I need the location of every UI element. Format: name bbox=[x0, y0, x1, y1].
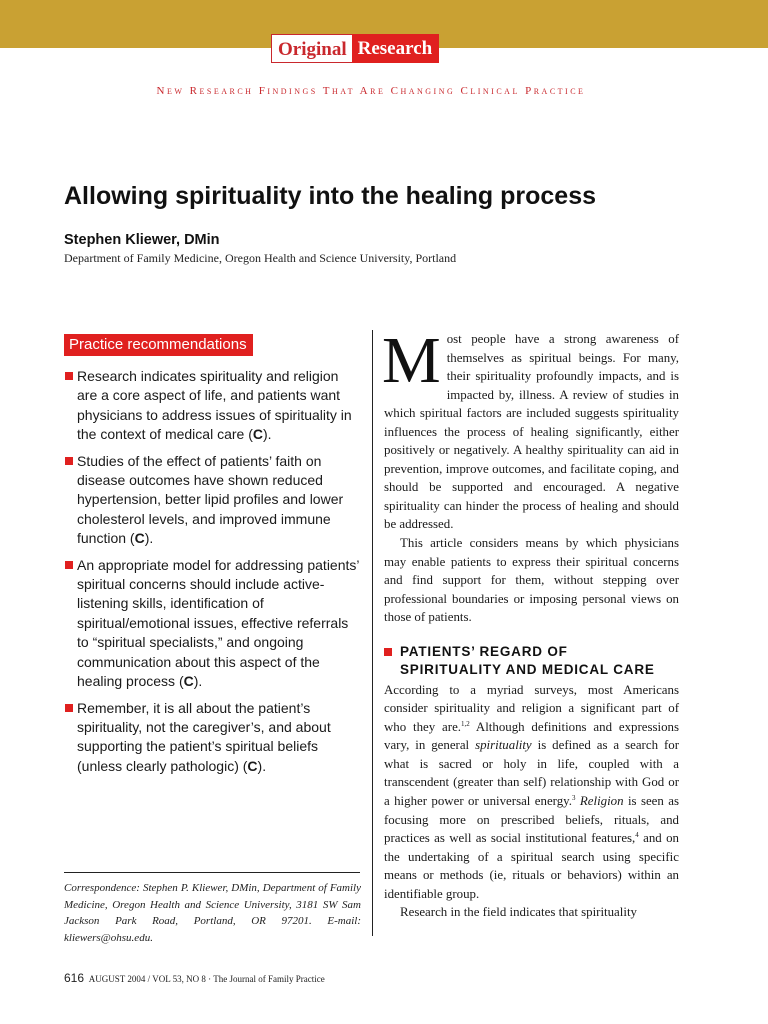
recommendation-item bbox=[64, 699, 360, 777]
body-paragraph bbox=[382, 324, 679, 534]
section-heading-line: SPIRITUALITY AND MEDICAL CARE bbox=[400, 661, 655, 677]
section-heading bbox=[384, 643, 679, 679]
evidence-grade: C bbox=[252, 426, 263, 443]
recommendation-text: An appropriate model for addressing patients’ spiritual concerns should include active-listening skills, identification of spiritual/emotional issues, effective referrals to “spiritual specialists,” and ongoing communication about this aspect of the healing process ( bbox=[77, 556, 359, 690]
evidence-grade: C bbox=[183, 673, 194, 690]
paragraph-text: and on the undertaking of a spiritual search using specific means or methods (ie, rituals or behaviors) within an identifiable group. bbox=[384, 831, 679, 901]
recommendation-item bbox=[64, 556, 360, 692]
issue-info: AUGUST 2004 / VOL 53, NO 8 bbox=[88, 974, 206, 984]
paragraph-text: is seen as focusing more on prescribed beliefs, rituals, and practices as well as social institutional features, bbox=[384, 794, 679, 846]
page-footer bbox=[64, 971, 325, 985]
bullet-square-icon bbox=[65, 561, 73, 569]
recommendation-item bbox=[64, 452, 360, 549]
bullet-square-icon bbox=[65, 457, 73, 465]
section-tag-research: Research bbox=[352, 34, 440, 63]
article-title: Allowing spirituality into the healing process bbox=[64, 182, 597, 210]
bullet-square-icon bbox=[384, 648, 392, 656]
article-author: Stephen Kliewer, DMin bbox=[64, 232, 220, 248]
recommendation-close: ). bbox=[144, 530, 154, 547]
page-number: 616 bbox=[64, 971, 85, 985]
reference-superscript: 1,2 bbox=[461, 719, 470, 728]
bullet-square-icon bbox=[65, 704, 73, 712]
section-tag bbox=[271, 34, 439, 63]
journal-name: The Journal of Family Practice bbox=[213, 974, 325, 984]
section-tag-original: Original bbox=[271, 34, 352, 63]
article-body bbox=[382, 324, 679, 922]
recommendation-text: Studies of the effect of patients’ faith on disease outcomes have shown reduced hypertension, better lipid profiles and lower cholesterol levels, and improved immune function ( bbox=[77, 452, 344, 547]
section-kicker: New Research Findings That Are Changing Clinical Practice bbox=[156, 85, 586, 97]
evidence-grade: C bbox=[247, 757, 258, 774]
recommendation-close: ). bbox=[193, 673, 203, 690]
column-divider bbox=[372, 330, 373, 936]
footer-separator: · bbox=[208, 974, 212, 984]
practice-recommendations-box bbox=[64, 334, 360, 783]
section-heading-line: PATIENTS’ REGARD OF bbox=[400, 643, 568, 659]
body-paragraph: This article considers means by which physicians may enable patients to express their spiritual concerns and find support for them, without stepping over professional boundaries or imposing personal views on those of patients. bbox=[384, 536, 679, 625]
recommendation-close: ). bbox=[263, 426, 272, 443]
reference-superscript: 4 bbox=[635, 831, 639, 840]
paragraph-text: is defined as a search for what is sacred or holy in life, coupled with a transcendent (greater than self) relationship with God or a higher power or universal energy. bbox=[384, 738, 679, 809]
evidence-grade: C bbox=[134, 530, 145, 547]
paragraph-text: ost people have a strong awareness of themselves as spiritual beings. For many, their spirituality profoundly impacts, and is impacted by, illness. A review of studies in which spiritual factors are included suggests spirituality influences the process of healing significantly, either positively or negatively. A healthy spirituality can aid in prevention, improve outcomes, and facilitate coping, and should be supported and encouraged. A negative spirituality can hinder the process of healing and should be addressed. bbox=[384, 332, 679, 532]
reference-superscript: 3 bbox=[572, 794, 576, 803]
author-affiliation: Department of Family Medicine, Oregon Health and Science University, Portland bbox=[64, 251, 457, 265]
emphasis-term: Religion bbox=[579, 794, 624, 809]
recommendation-text: Research indicates spirituality and religion are a core aspect of life, and patients want physicians to address issues of spirituality in the context of medical care ( bbox=[77, 368, 352, 443]
body-paragraph bbox=[384, 681, 679, 904]
correspondence-divider bbox=[64, 872, 360, 873]
recommendation-text: Remember, it is all about the patient’s spirituality, not the caregiver’s, and about supporting the patient’s spiritual beliefs (unless clearly pathologic) ( bbox=[77, 699, 331, 774]
bullet-square-icon bbox=[65, 372, 73, 380]
recommendation-item bbox=[64, 367, 360, 445]
body-paragraph: Research in the field indicates that spirituality bbox=[400, 905, 637, 920]
paragraph-text: Although definitions and expressions vary, in general bbox=[384, 719, 679, 753]
paragraph-text: According to a myriad surveys, most Americans consider spirituality and religion a significant part of who they are. bbox=[384, 682, 679, 734]
recommendation-close: ). bbox=[257, 757, 267, 774]
correspondence-note: Correspondence: Stephen P. Kliewer, DMin, Department of Family Medicine, Oregon Health and Science University, 3181 SW Sam Jackson Park Road, Portland, OR 97201. E-mail: kliewers@ohsu.edu. bbox=[64, 882, 361, 944]
emphasis-term: spirituality bbox=[475, 738, 532, 753]
practice-recommendations-heading: Practice recommendations bbox=[64, 334, 253, 356]
drop-cap: M bbox=[382, 324, 441, 397]
